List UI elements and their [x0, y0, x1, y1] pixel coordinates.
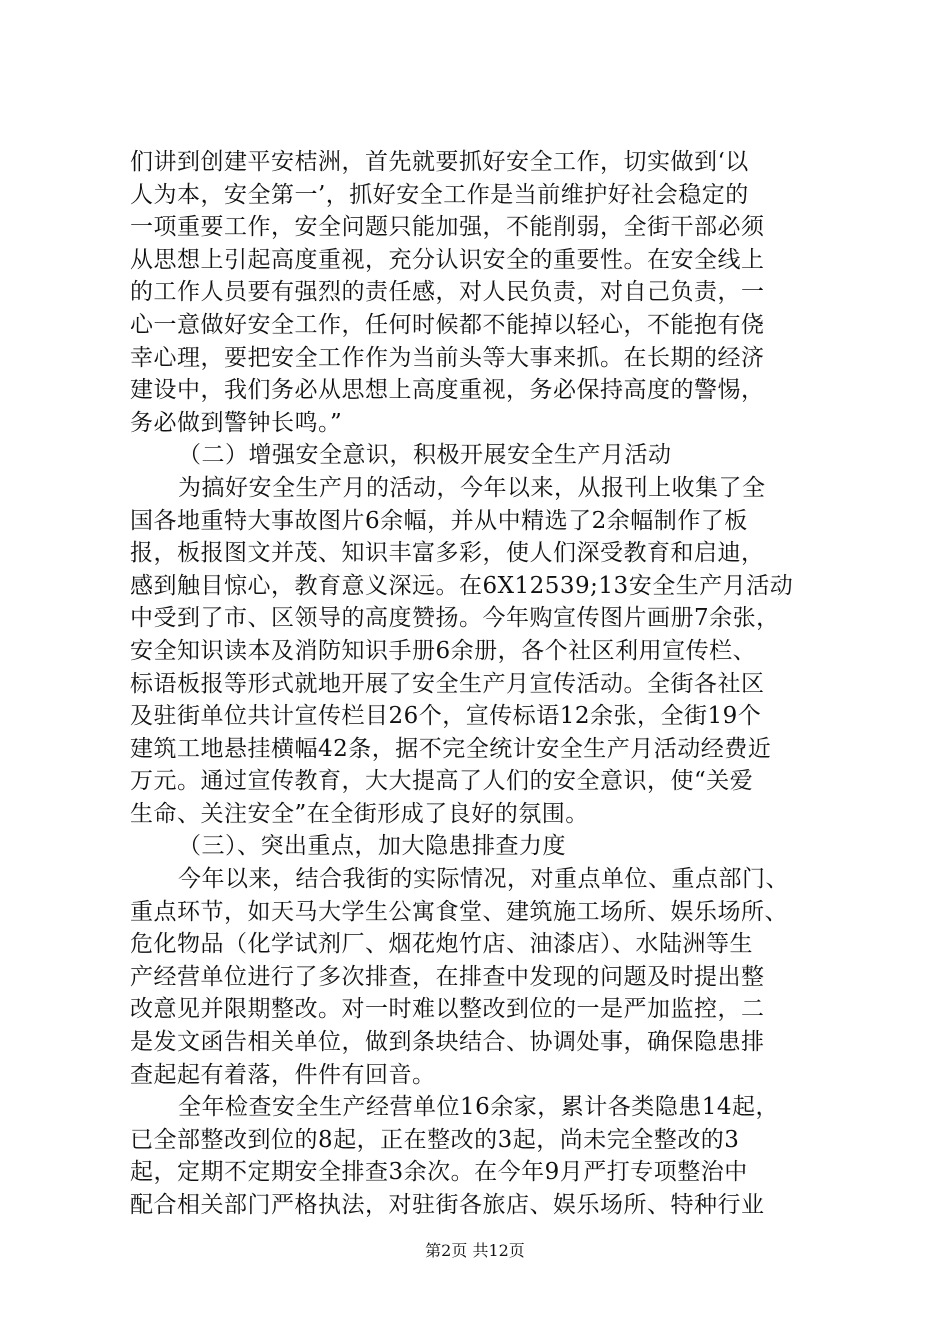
text-line: 人为本，安全第一’，抓好安全工作是当前维护好社会稳定的 — [130, 181, 749, 208]
text-line: 从思想上引起高度重视，充分认识安全的重要性。在安全线上 — [130, 246, 765, 273]
text-line: 生命、关注安全”在全街形成了良好的氛围。 — [130, 800, 589, 827]
text-line: （三）、突出重点，加大隐患排查力度 — [178, 833, 566, 860]
text-line: 今年以来，结合我街的实际情况，对重点单位、重点部门、 — [178, 866, 789, 893]
text-line: 安全知识读本及消防知识手册6余册，各个社区利用宣传栏、 — [130, 637, 757, 664]
text-line: 标语板报等形式就地开展了安全生产月宣传活动。全街各社区 — [130, 670, 765, 697]
text-line: 一项重要工作，安全问题只能加强，不能削弱，全街干部必须 — [130, 214, 765, 241]
text-line: 全年检查安全生产经营单位16余家，累计各类隐患14起， — [178, 1094, 780, 1121]
text-line: 报，板报图文并茂、知识丰富多彩，使人们深受教育和启迪， — [130, 540, 765, 567]
text-line: 改意见并限期整改。对一时难以整改到位的一是严加监控，二 — [130, 996, 765, 1023]
text-line: 建筑工地悬挂横幅42条，据不完全统计安全生产月活动经费近 — [130, 735, 772, 762]
text-line: 及驻街单位共计宣传栏目26个，宣传标语12余张，全街19个 — [130, 703, 762, 730]
text-line: 已全部整改到位的8起，正在整改的3起，尚未完全整改的3 — [130, 1126, 740, 1153]
text-line: 查起起有着落，件件有回音。 — [130, 1061, 436, 1088]
text-line: 是发文函告相关单位，做到条块结合、协调处事，确保隐患排 — [130, 1029, 765, 1056]
text-line: 重点环节，如天马大学生公寓食堂、建筑施工场所、娱乐场所、 — [130, 898, 788, 925]
text-line: 国各地重特大事故图片6余幅，并从中精选了2余幅制作了板 — [130, 507, 748, 534]
text-line: 心一意做好安全工作，任何时候都不能掉以轻心，不能抱有侥 — [130, 311, 765, 338]
document-body — [130, 146, 845, 1222]
text-line: 感到触目惊心，教育意义深远。在6X12539;13安全生产月活动 — [130, 572, 794, 599]
text-line: （二）增强安全意识，积极开展安全生产月活动 — [178, 442, 672, 469]
text-line: 建设中，我们务必从思想上高度重视，务必保持高度的警惕， — [130, 377, 765, 404]
text-line: 务必做到警钟长鸣。” — [130, 409, 343, 436]
text-line: 产经营单位进行了多次排查，在排查中发现的问题及时提出整 — [130, 963, 765, 990]
text-line: 为搞好安全生产月的活动，今年以来，从报刊上收集了全 — [178, 474, 766, 501]
text-line: 中受到了市、区领导的高度赞扬。今年购宣传图片画册7余张， — [130, 605, 780, 632]
text-line: 幸心理，要把安全工作作为当前头等大事来抓。在长期的经济 — [130, 344, 765, 371]
text-line: 的工作人员要有强烈的责任感，对人民负责，对自己负责，一 — [130, 279, 765, 306]
page-footer: 第2页 共12页 — [425, 1241, 525, 1260]
text-line: 起，定期不定期安全排查3余次。在今年9月严打专项整治中 — [130, 1159, 748, 1186]
text-line: 危化物品（化学试剂厂、烟花炮竹店、油漆店）、水陆洲等生 — [130, 931, 753, 958]
text-line: 们讲到创建平安桔洲，首先就要抓好安全工作，切实做到‘以 — [130, 149, 749, 175]
text-line: 配合相关部门严格执法，对驻街各旅店、娱乐场所、特种行业 — [130, 1192, 765, 1218]
text-line: 万元。通过宣传教育，大大提高了人们的安全意识，使“关爱 — [130, 768, 754, 795]
